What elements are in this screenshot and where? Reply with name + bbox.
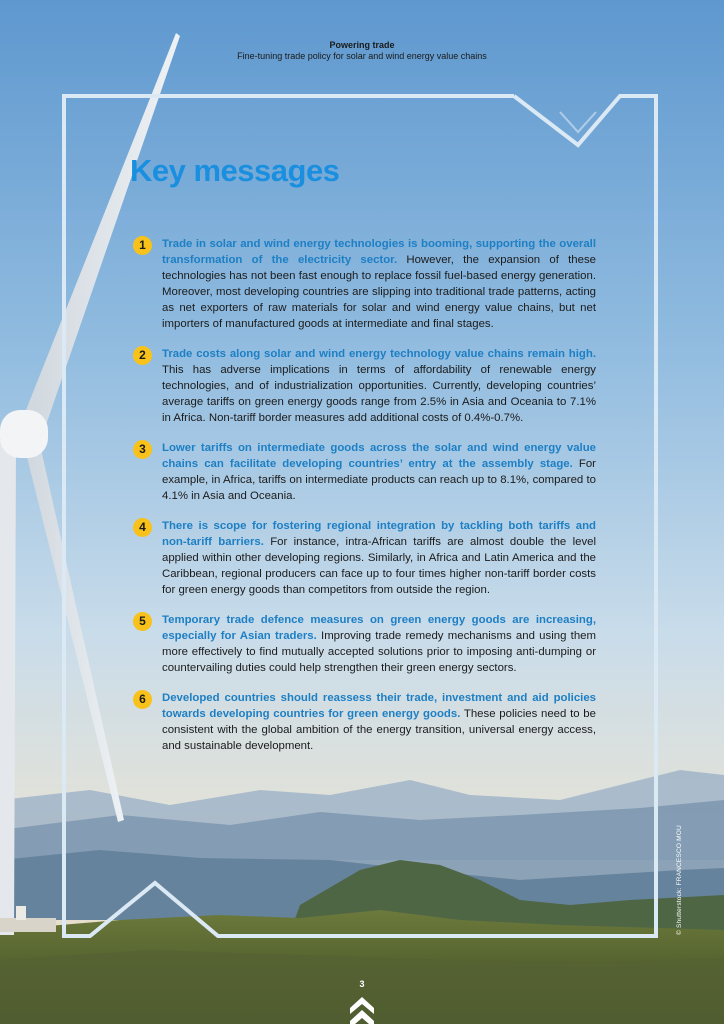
message-text — [162, 236, 596, 332]
message-text — [162, 518, 596, 598]
message-item — [133, 440, 596, 504]
message-number-badge: 5 — [133, 612, 152, 631]
running-header — [0, 40, 724, 62]
message-number-badge: 1 — [133, 236, 152, 255]
message-lead: Trade costs along solar and wind energy technology value chains remain high. — [162, 348, 596, 360]
message-number-badge: 2 — [133, 346, 152, 365]
message-lead: Trade in solar and wind energy technologies is booming, supporting the overall transformation of the electricity sector. — [162, 238, 596, 266]
message-lead: Lower tariffs on intermediate goods across the solar and wind energy value chains can facilitate developing countries’ entry at the assembly stage. — [162, 442, 596, 470]
message-body: Improving trade remedy mechanisms and using them more effectively to find mutually accepted solutions prior to imposing anti-dumping or countervailing duties could help strengthen their green energy sectors. — [162, 630, 596, 674]
message-number-badge: 4 — [133, 518, 152, 537]
page-title: Key messages — [130, 153, 340, 188]
header-title: Powering trade — [329, 40, 395, 50]
message-item — [133, 518, 596, 598]
message-number-badge: 6 — [133, 690, 152, 709]
message-item — [133, 346, 596, 426]
message-item — [133, 236, 596, 332]
message-body: However, the expansion of these technologies has not been fast enough to replace fossil fuel-based energy generation. Moreover, most developing countries are slipping into traditional trade patterns, acting as net exporters of raw materials for solar and wind energy value chains, but net importers of manufactured goods at intermediate and final stages. — [162, 254, 596, 330]
chevron-up-logo-icon — [347, 994, 377, 1024]
message-lead: There is scope for fostering regional integration by tackling both tariffs and non-tariff barriers. — [162, 520, 596, 548]
message-text — [162, 690, 596, 754]
header-subtitle: Fine-tuning trade policy for solar and wind energy value chains — [237, 51, 487, 61]
message-body: For instance, intra-African tariffs are almost double the level applied within other developing regions. Similarly, in Africa and Latin America and the Caribbean, regional producers can face up to four times higher non-tariff border costs for green energy goods than competitors from outside the region. — [162, 536, 597, 596]
message-body: This has adverse implications in terms of affordability of renewable energy technologies, and of industrialization opportunities. Currently, developing countries’ average tariffs on green energy goods range from 2.5% in Asia and Oceania to 7.1% in Africa. Non-tariff border measures add additional costs of 0.4%-0.7%. — [162, 364, 596, 424]
message-body: For example, in Africa, tariffs on intermediate products can reach up to 8.1%, compared to 4.1% in Asia and Oceania. — [162, 458, 596, 502]
message-lead: Developed countries should reassess their trade, investment and aid policies towards developing countries for green energy goods. — [162, 692, 596, 720]
message-number-badge: 3 — [133, 440, 152, 459]
message-item — [133, 612, 596, 676]
message-body: These policies need to be consistent with the global ambition of the energy transition, universal energy access, and sustainable development. — [162, 708, 596, 752]
photo-credit: © Shutterstock: FRANCESCO MOU — [676, 825, 683, 935]
message-lead: Temporary trade defence measures on green energy goods are increasing, especially for Asian traders. — [162, 614, 596, 642]
key-messages-list — [133, 236, 596, 768]
message-item — [133, 690, 596, 754]
message-text — [162, 346, 596, 426]
message-text — [162, 440, 596, 504]
page-number: 3 — [359, 979, 365, 989]
message-text — [162, 612, 596, 676]
